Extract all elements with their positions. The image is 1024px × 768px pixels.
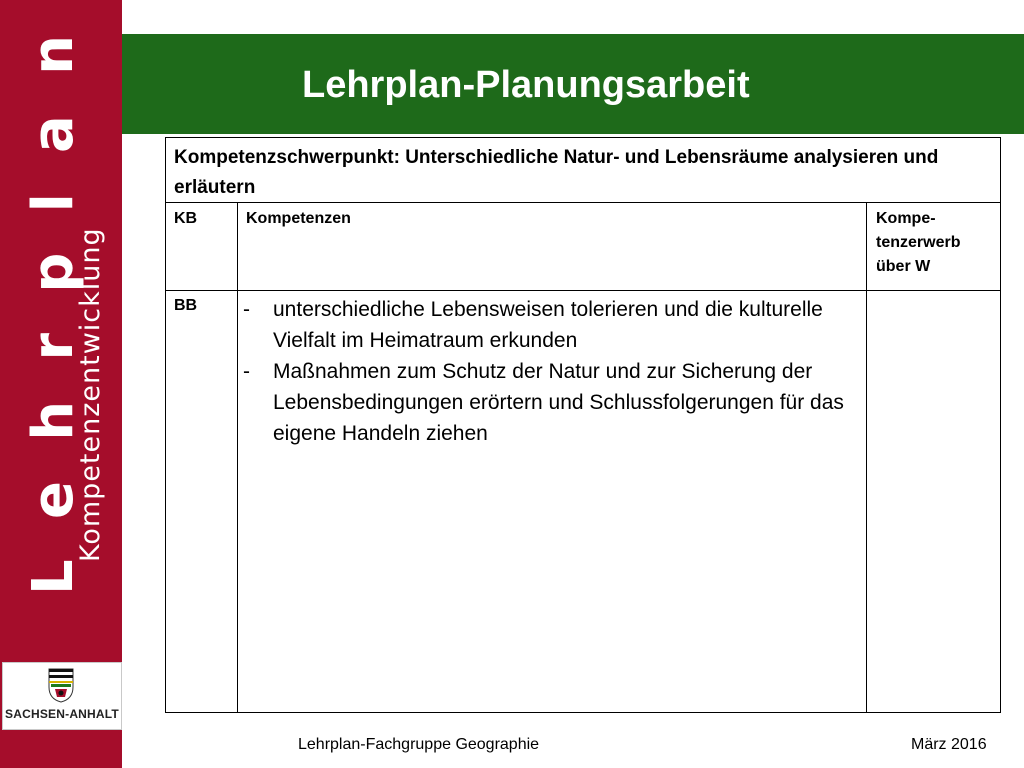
column-divider — [237, 203, 238, 712]
row-divider — [166, 290, 1000, 291]
sidebar-letter: n — [21, 35, 86, 75]
coat-of-arms-icon — [47, 667, 75, 703]
row-label-bb: BB — [174, 297, 198, 314]
column-header-kb: KB — [174, 210, 198, 227]
sidebar-letter: e — [21, 481, 86, 520]
list-item — [238, 294, 858, 356]
sidebar-letter: p — [21, 252, 86, 293]
sidebar — [0, 0, 122, 768]
footer-date: März 2016 — [911, 736, 987, 753]
sidebar-letter: a — [21, 115, 86, 153]
competence-list — [238, 294, 858, 449]
title-bar — [122, 34, 1024, 134]
logo-text: SACHSEN-ANHALT — [5, 707, 119, 721]
list-item-text: unterschiedliche Lebensweisen tolerieren und die kulturelle Vielfalt im Heimatraum erkunden — [273, 298, 823, 352]
list-item — [238, 356, 858, 449]
sidebar-letter: h — [21, 400, 86, 441]
table-header-row — [166, 138, 1000, 203]
bullet-dash: - — [243, 360, 250, 383]
sidebar-letter: l — [21, 193, 86, 213]
sidebar-letter: L — [21, 559, 86, 595]
column-header-kompetenzerwerb: Kompe-tenzerwerb über W — [876, 210, 961, 275]
competence-table — [165, 137, 1001, 713]
page-title: Lehrplan-Planungsarbeit — [302, 64, 750, 106]
list-item-text: Maßnahmen zum Schutz der Natur und zur Sicherung der Lebensbedingungen erörtern und Schlussfolgerungen für das eigene Handeln ziehen — [273, 360, 844, 445]
sidebar-wordmark — [21, 35, 86, 595]
table-header: Kompetenzschwerpunkt: Unterschiedliche Natur- und Lebensräume analysieren und erläutern — [174, 147, 939, 198]
column-header-kompetenzen: Kompetenzen — [246, 210, 351, 227]
column-divider — [866, 203, 867, 712]
state-logo — [2, 662, 122, 730]
footer-left: Lehrplan-Fachgruppe Geographie — [298, 736, 540, 753]
sidebar-letter: r — [21, 333, 86, 361]
sidebar-subtitle: Kompetenzentwicklung — [75, 227, 106, 562]
bullet-dash: - — [243, 298, 250, 321]
